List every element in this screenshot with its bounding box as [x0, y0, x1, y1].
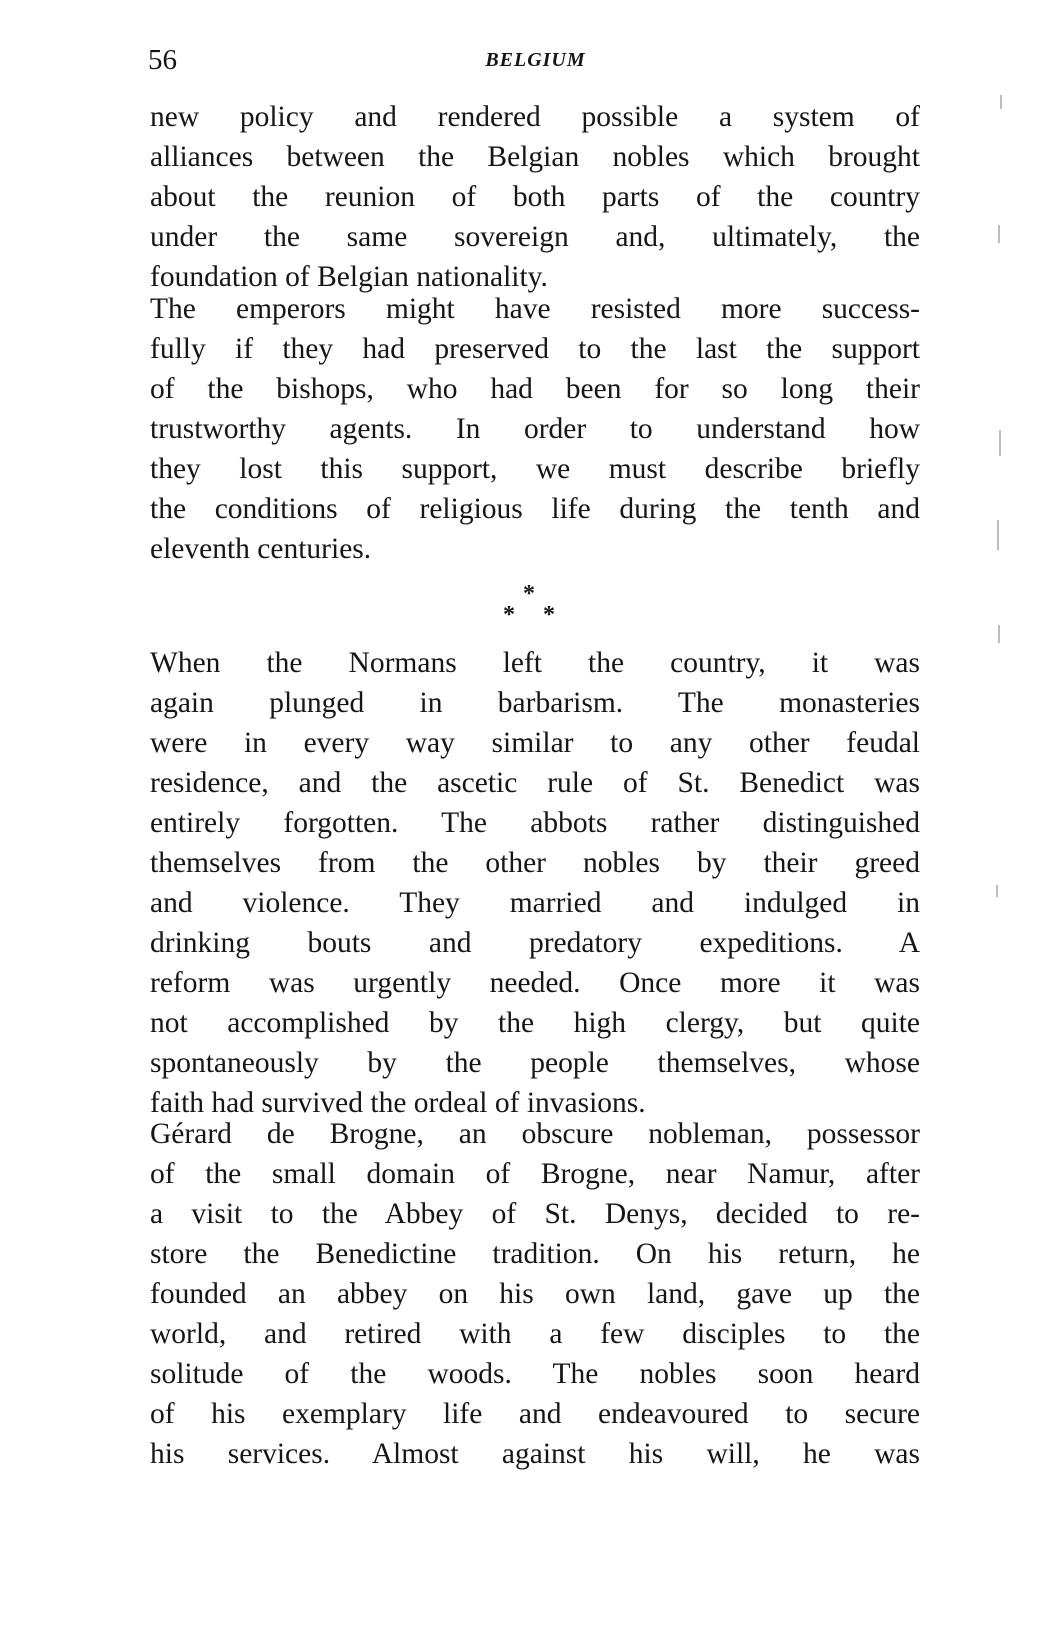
text-line: foundation of Belgian nationality. [150, 261, 548, 293]
text-line: alliances between the Belgian nobles which brought [150, 141, 920, 173]
scan-margin-mark [997, 520, 999, 550]
text-line: The emperors might have resisted more success- [150, 293, 920, 325]
text-line: store the Benedictine tradition. On his return, he [150, 1238, 920, 1270]
text-line: new policy and rendered possible a system of [150, 101, 920, 133]
text-line: of the small domain of Brogne, near Namur, after [150, 1158, 920, 1190]
text-line: under the same sovereign and, ultimately, the [150, 221, 920, 253]
text-line: reform was urgently needed. Once more it was [150, 967, 920, 999]
text-line: of his exemplary life and endeavoured to secure [150, 1398, 920, 1430]
scan-margin-mark [999, 430, 1001, 456]
text-line: drinking bouts and predatory expeditions. A [150, 927, 920, 959]
section-break-asterism [455, 582, 595, 628]
running-title: BELGIUM [485, 49, 586, 71]
scan-margin-mark [1000, 95, 1002, 109]
text-line: solitude of the woods. The nobles soon heard [150, 1358, 920, 1390]
text-line: themselves from the other nobles by their greed [150, 847, 920, 879]
text-line: about the reunion of both parts of the country [150, 181, 920, 213]
asterisk-glyph: * [543, 602, 555, 628]
paragraph-3 [150, 643, 920, 1123]
text-line: spontaneously by the people themselves, whose [150, 1047, 920, 1079]
text-line: fully if they had preserved to the last the support [150, 333, 920, 365]
page-number: 56 [148, 44, 177, 76]
text-line: founded an abbey on his own land, gave up the [150, 1278, 920, 1310]
running-head [148, 40, 923, 80]
paragraph-1 [150, 97, 920, 297]
text-line: and violence. They married and indulged in [150, 887, 920, 919]
text-line: his services. Almost against his will, he was [150, 1438, 920, 1470]
text-line: of the bishops, who had been for so long their [150, 373, 920, 405]
text-line: When the Normans left the country, it was [150, 647, 920, 679]
scan-margin-mark [998, 625, 1000, 643]
text-line: they lost this support, we must describe briefly [150, 453, 920, 485]
text-line: faith had survived the ordeal of invasions. [150, 1087, 646, 1119]
scan-margin-mark [996, 885, 998, 897]
paragraph-4 [150, 1114, 920, 1474]
text-line: not accomplished by the high clergy, but quite [150, 1007, 920, 1039]
scan-margin-mark [998, 225, 1000, 243]
text-line: a visit to the Abbey of St. Denys, decided to re- [150, 1198, 920, 1230]
text-line: world, and retired with a few disciples to the [150, 1318, 920, 1350]
text-line: Gérard de Brogne, an obscure nobleman, possessor [150, 1118, 920, 1150]
text-line: again plunged in barbarism. The monasteries [150, 687, 920, 719]
text-line: eleventh centuries. [150, 533, 372, 565]
asterisk-glyph: * [503, 602, 515, 628]
text-line: were in every way similar to any other feudal [150, 727, 920, 759]
text-line: the conditions of religious life during the tenth and [150, 493, 920, 525]
text-line: trustworthy agents. In order to understand how [150, 413, 920, 445]
text-line: residence, and the ascetic rule of St. Benedict was [150, 767, 920, 799]
text-line: entirely forgotten. The abbots rather distinguished [150, 807, 920, 839]
asterisk-glyph: * [523, 581, 535, 607]
paragraph-2 [150, 289, 920, 569]
